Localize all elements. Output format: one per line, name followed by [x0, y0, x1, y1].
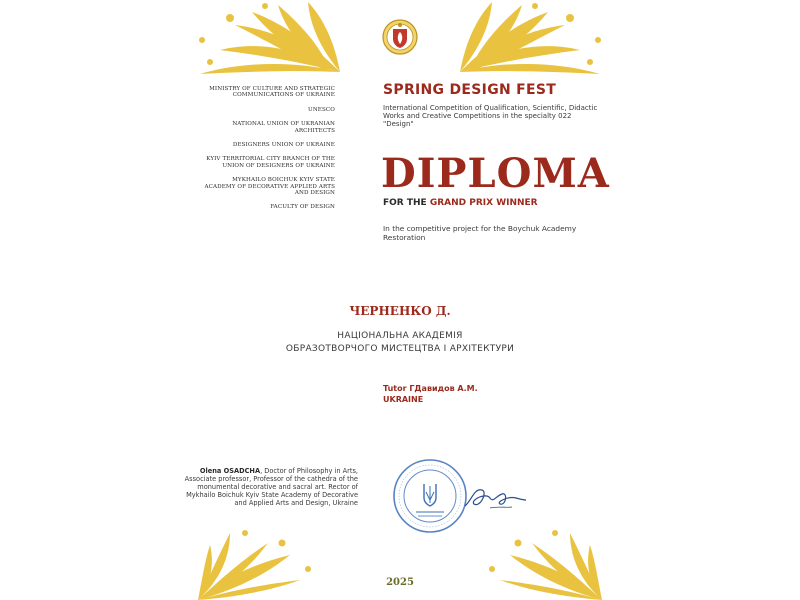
competition-description: International Competition of Qualification, Scientific, Didactic Works and Creative Competitions in the specialty 022 "Design"	[383, 104, 598, 129]
diploma-heading: DIPLOMA	[381, 150, 610, 197]
signatory-title: , Doctor of Philosophy in Arts, Associate professor, Professor of the cathedra of the monumental decorative and sacral art. Rector of Mykhailo Boichuk Kyiv State Academy of Decorative and Applied Arts and Design, Ukraine	[184, 467, 358, 507]
ornament-top-left	[180, 0, 370, 75]
institution-line-1: НАЦІОНАЛЬНА АКАДЕМІЯ	[337, 331, 463, 341]
emblem-icon	[381, 18, 419, 56]
award-highlight: GRAND PRIX WINNER	[429, 198, 538, 208]
recipient-name: ЧЕРНЕНКО Д.	[349, 304, 451, 318]
year: 2025	[386, 577, 414, 588]
tutor-name: Tutor ГДавидов А.М.	[383, 384, 478, 393]
ornament-top-right	[430, 0, 620, 75]
official-stamp-icon	[390, 456, 470, 536]
institutions-list	[200, 86, 335, 219]
institution-architects-union: NATIONAL UNION OF UKRANIAN ARCHITECTS	[232, 121, 335, 134]
award-line	[383, 198, 538, 208]
award-prefix: FOR THE	[383, 198, 430, 208]
institution-line-2: ОБРАЗОТВОРЧОГО МИСТЕЦТВА І АРХІТЕКТУРИ	[285, 344, 515, 354]
institution-unesco: UNESCO	[308, 106, 335, 113]
institution-boichuk-academy: MYKHAILO BOICHUK KYIV STATE ACADEMY OF DECORATIVE APPLIED ARTS AND DESIGN	[204, 177, 335, 197]
institution-designers-union: DESIGNERS UNION OF UKRAINE	[232, 142, 335, 149]
ornament-bottom-right	[480, 525, 610, 600]
signatory-block	[180, 467, 358, 507]
project-description: In the competitive project for the Boychuk Academy Restoration	[383, 224, 577, 242]
diploma-page	[180, 0, 620, 600]
signature-icon	[460, 478, 530, 518]
institution-faculty: FACULTY OF DESIGN	[270, 204, 335, 211]
tutor-block	[383, 383, 478, 405]
event-title: SPRING DESIGN FEST	[383, 82, 557, 98]
institution-ministry: MINISTRY OF CULTURE AND STRATEGIC COMMUNICATIONS OF UKRAINE	[209, 86, 335, 99]
ornament-bottom-left	[190, 525, 320, 600]
country: UKRAINE	[383, 395, 424, 404]
institution-kyiv-branch: KYIV TERRITORIAL CITY BRANCH OF THE UNION OF DESIGNERS OF UKRAINE	[206, 156, 335, 169]
recipient-institution	[180, 330, 620, 356]
signatory-name: Olena OSADCHA	[199, 467, 261, 475]
